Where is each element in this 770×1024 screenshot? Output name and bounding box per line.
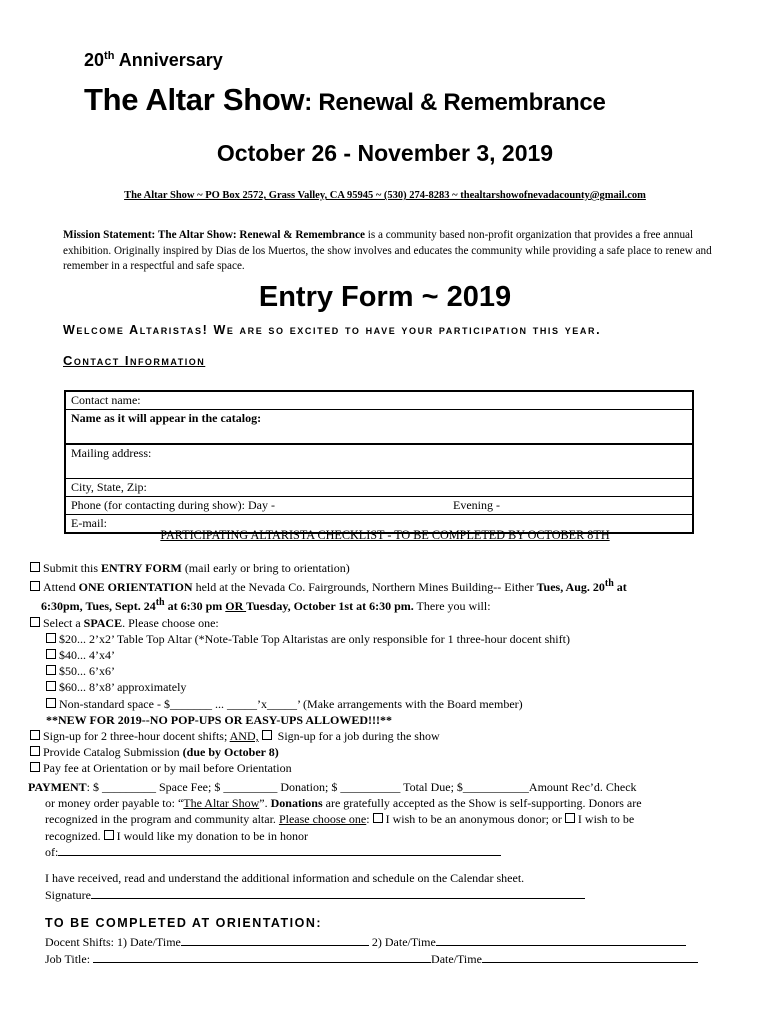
docent-shift-2-field[interactable]	[436, 935, 686, 946]
checklist-item-signup: Sign-up for 2 three-hour docent shifts; AND, Sign-up for a job during the show	[30, 728, 740, 744]
phone-field[interactable]: Phone (for contacting during show): Day - Evening -	[66, 497, 692, 515]
organization-address: The Altar Show ~ PO Box 2572, Grass Valley, CA 95945 ~ (530) 274-8283 ~ thealtarshowofnevadacounty@gmail.com	[124, 190, 646, 201]
space-option-20: $20... 2’x2’ Table Top Altar (*Note-Table Top Altaristas are only responsible for 1 three-hour docent shift)	[30, 631, 740, 647]
checkbox[interactable]	[46, 698, 56, 708]
signature-field[interactable]	[91, 888, 585, 899]
space-option-nonstandard: Non-standard space - $_______ ... _____’x_____’ (Make arrangements with the Board member)	[30, 696, 740, 712]
checkbox[interactable]	[46, 633, 56, 643]
checklist-item-pay-fee: Pay fee at Orientation or by mail before Orientation	[30, 760, 740, 776]
recognized-donor-checkbox[interactable]	[565, 813, 575, 823]
checkbox[interactable]	[46, 665, 56, 675]
evening-phone-label: Evening -	[453, 498, 500, 512]
checkbox[interactable]	[30, 730, 40, 740]
mission-statement: Mission Statement: The Altar Show: Renewal & Remembrance is a community based non-profit organization that provides a free annual exhibition. Originally inspired by Dias de los Muertos, the show involves and educates the community while providing a safe place to renew and remember in a respectful and safe space.	[63, 229, 712, 272]
payment-amounts-line[interactable]: : $ _________ Space Fee; $ _________ Donation; $ __________ Total Due; $___________Amount Rec’d. Check	[86, 780, 637, 794]
space-option-40: $40... 4’x4’	[30, 647, 740, 663]
docent-shift-1-field[interactable]	[181, 935, 369, 946]
checklist-heading: PARTICIPATING ALTARISTA CHECKLIST - TO BE COMPLETED BY OCTOBER 8TH	[160, 528, 610, 542]
contact-info-box	[64, 390, 694, 534]
checklist	[30, 560, 740, 777]
entry-form-title: Entry Form ~ 2019	[258, 281, 512, 313]
checklist-item-submit: Submit this ENTRY FORM (mail early or bring to orientation)	[30, 560, 740, 576]
checkbox[interactable]	[262, 730, 272, 740]
email-field[interactable]: E-mail:	[71, 516, 107, 530]
checklist-item-space: Select a SPACE. Please choose one:	[30, 615, 740, 631]
payment-section: PAYMENT: $ _________ Space Fee; $ _________ Donation; $ __________ Total Due; $___________Amount Rec’d. Check or money order payable to: “The Altar Show”. Donations are gratefully accepted as the Show is self-supporting. Donors are recognized in the program and community altar. Please choose one: I wish to be an anonymous donor; or I wish to be recognized. I would like my donation to be in honor of:	[28, 780, 642, 859]
honor-name-field[interactable]	[58, 845, 501, 856]
job-title-field[interactable]	[93, 952, 431, 963]
checkbox[interactable]	[46, 649, 56, 659]
contact-name-field[interactable]: Contact name:	[66, 392, 692, 410]
checkbox[interactable]	[30, 762, 40, 772]
payment-label: PAYMENT	[28, 780, 87, 794]
checklist-item-attend: Attend ONE ORIENTATION held at the Nevada Co. Fairgrounds, Northern Mines Building-- Either Tues, Aug. 20th at	[30, 576, 740, 595]
honor-donation-checkbox[interactable]	[104, 830, 114, 840]
space-option-60: $60... 8’x8’ approximately	[30, 679, 740, 695]
welcome-message: Welcome Altaristas! We are so excited to have your participation this year.	[63, 323, 602, 337]
acknowledgment-text: I have received, read and understand the additional information and schedule on the Calendar sheet.	[45, 871, 525, 885]
event-dates: October 26 - November 3, 2019	[216, 140, 554, 166]
checklist-item-attend-dates: 6:30pm, Tues, Sept. 24th at 6:30 pm OR Tuesday, October 1st at 6:30 pm. There you will:	[41, 597, 491, 614]
contact-heading: Contact Information	[63, 353, 206, 368]
anonymous-donor-checkbox[interactable]	[373, 813, 383, 823]
checkbox[interactable]	[30, 562, 40, 572]
anniversary-heading: 20th Anniversary	[84, 50, 223, 70]
checklist-item-catalog: Provide Catalog Submission (due by October 8)	[30, 744, 740, 760]
city-state-zip-field[interactable]: City, State, Zip:	[66, 479, 692, 497]
page-title: The Altar Show: Renewal & Remembrance	[84, 82, 606, 117]
mailing-address-field[interactable]: Mailing address:	[66, 445, 692, 479]
new-rule-notice: **NEW FOR 2019--NO POP-UPS OR EASY-UPS ALLOWED!!!**	[46, 712, 393, 727]
checkbox[interactable]	[30, 617, 40, 627]
checkbox[interactable]	[46, 681, 56, 691]
signature-label: Signature	[45, 888, 91, 902]
orientation-section: Docent Shifts: 1) Date/Time 2) Date/Time Job Title: Date/Time	[45, 934, 698, 968]
job-date-field[interactable]	[482, 952, 698, 963]
orientation-heading: TO BE COMPLETED AT ORIENTATION:	[45, 916, 323, 930]
catalog-name-field[interactable]: Name as it will appear in the catalog:	[66, 410, 692, 445]
checkbox[interactable]	[30, 581, 40, 591]
checkbox[interactable]	[30, 746, 40, 756]
acknowledgment-section	[45, 870, 645, 904]
space-option-50: $50... 6’x6’	[30, 663, 740, 679]
